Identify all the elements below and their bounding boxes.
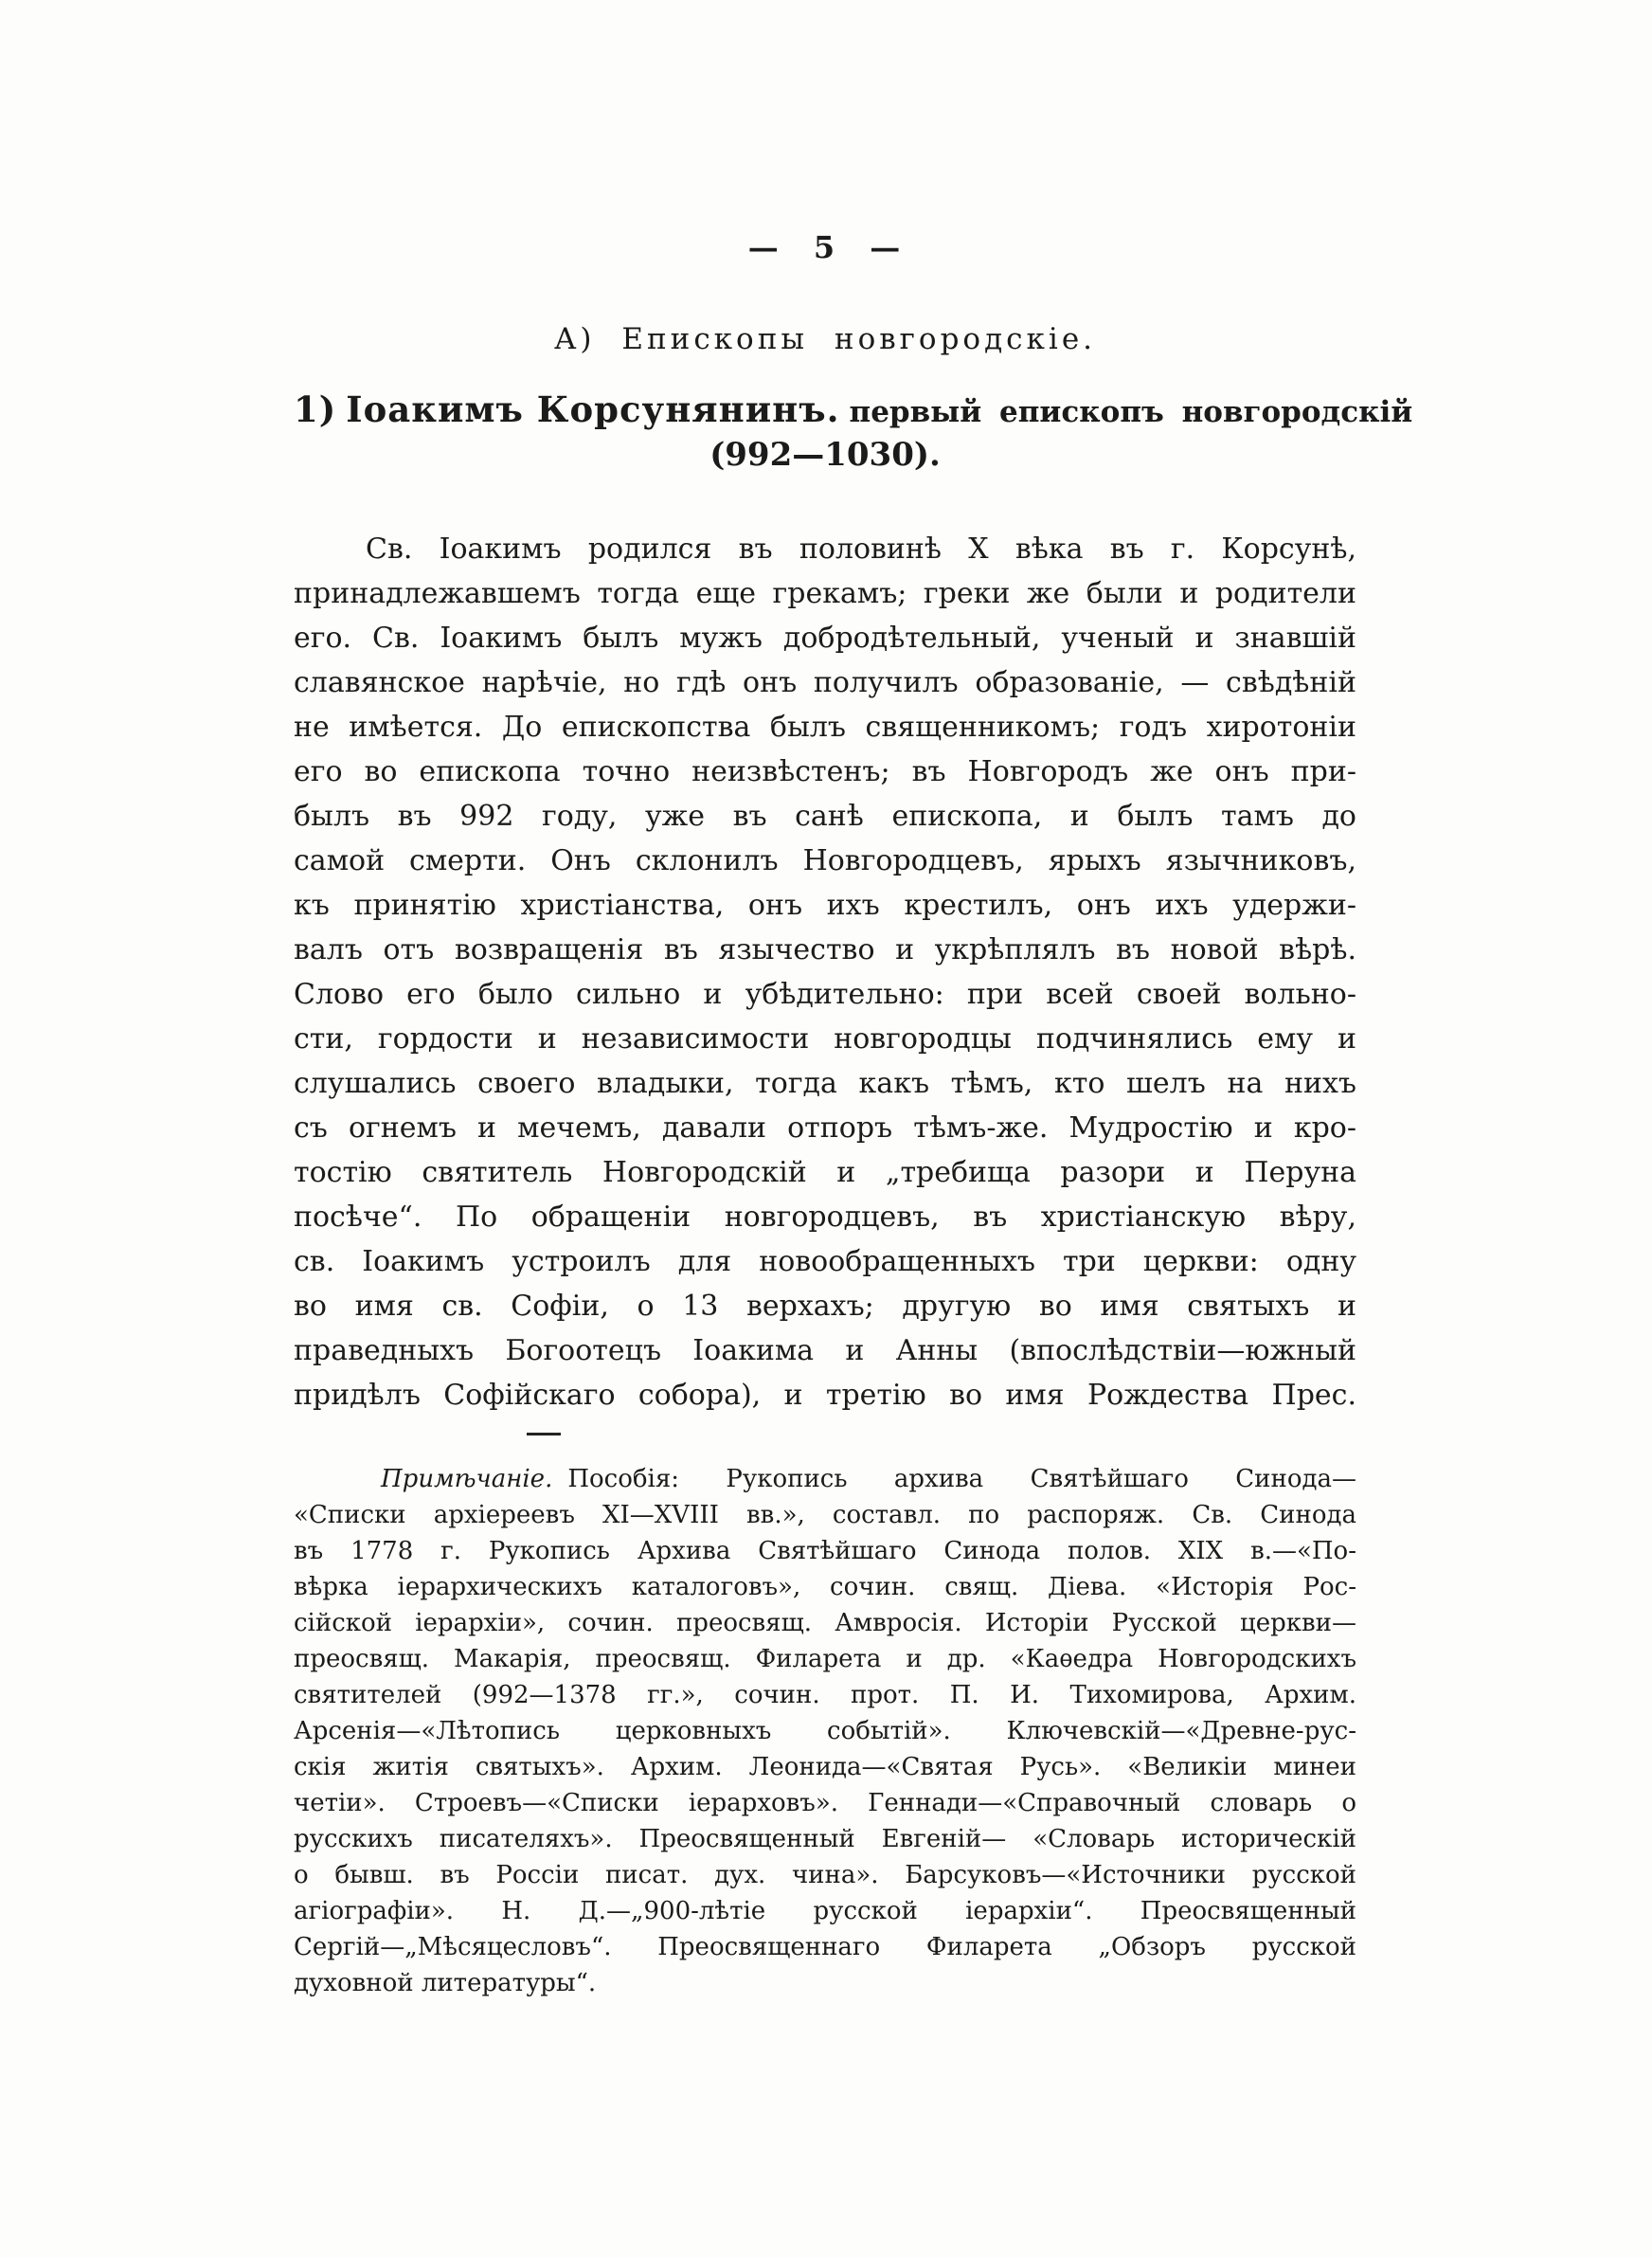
body-line: Слово его было сильно и убѣдительно: при всей своей вольно- bbox=[294, 978, 1356, 1011]
body-line: придѣлъ Софійскаго собора), и третію во имя Рождества Прес. bbox=[294, 1379, 1356, 1412]
body-line: во имя св. Софіи, о 13 верхахъ; другую во имя святыхъ и bbox=[294, 1290, 1356, 1323]
page-number: — 5 — bbox=[747, 229, 903, 265]
body-line: Св. Іоакимъ родился въ половинѣ X вѣка въ г. Корсунѣ, bbox=[366, 533, 1356, 566]
footnote-lines bbox=[294, 1497, 1356, 2001]
footnote bbox=[294, 1461, 1356, 2001]
body-line: принадлежавшемъ тогда еще грекамъ; греки же были и родители bbox=[294, 577, 1356, 610]
entry-number: 1) bbox=[294, 388, 337, 430]
footnote-label: Примѣчаніе. bbox=[381, 1465, 553, 1493]
body-line: съ огнемъ и мечемъ, давали отпоръ тѣмъ-же. Мудростію и кро- bbox=[294, 1111, 1356, 1145]
footnote-line: агіографіи». Н. Д.—„900-лѣтіе русской іерархіи“. Преосвященный bbox=[294, 1897, 1356, 1925]
body-line: славянское нарѣчіе, но гдѣ онъ получилъ образованіе, — свѣдѣній bbox=[294, 666, 1356, 699]
footnote-line: о бывш. въ Россіи писат. дух. чина». Барсуковъ—«Источники русской bbox=[294, 1861, 1356, 1889]
body-line: валъ отъ возвращенія въ язычество и укрѣплялъ въ новой вѣрѣ. bbox=[294, 933, 1356, 966]
footnote-line: русскихъ писателяхъ». Преосвященный Евгеній— «Словарь историческій bbox=[294, 1825, 1356, 1853]
body-line: тостію святитель Новгородскій и „требища разори и Перуна bbox=[294, 1156, 1356, 1189]
footnote-line: преосвящ. Макарія, преосвящ. Филарета и др. «Каѳедра Новгородскихъ bbox=[294, 1645, 1356, 1673]
footnote-line: вѣрка іерархическихъ каталоговъ», сочин. свящ. Діева. «Исторія Рос- bbox=[294, 1573, 1356, 1601]
body-line: слушались своего владыки, тогда какъ тѣмъ, кто шелъ на нихъ bbox=[294, 1067, 1356, 1100]
section-heading: А) Епископы новгородскіе. bbox=[553, 322, 1097, 356]
entry-title: первый епископъ новгородскій bbox=[849, 395, 1413, 429]
footnote-divider bbox=[527, 1433, 561, 1435]
footnote-line: сійской іерархіи», сочин. преосвящ. Амвросія. Исторіи Русской церкви— bbox=[294, 1609, 1356, 1637]
entry-name: Іоакимъ Корсунянинъ. bbox=[346, 388, 840, 430]
body-line: самой смерти. Онъ склонилъ Новгородцевъ, ярыхъ язычниковъ, bbox=[294, 844, 1356, 877]
body-line: праведныхъ Богоотецъ Іоакима и Анны (впослѣдствіи—южный bbox=[294, 1334, 1356, 1367]
footnote-first-line bbox=[294, 1461, 1356, 1497]
body-line: посѣче“. По обращеніи новгородцевъ, въ христіанскую вѣру, bbox=[294, 1201, 1356, 1234]
footnote-line: скія житія святыхъ». Архим. Леонида—«Святая Русь». «Великіи минеи bbox=[294, 1753, 1356, 1781]
body-line: сти, гордости и независимости новгородцы подчинялись ему и bbox=[294, 1022, 1356, 1056]
footnote-line: духовной литературы“. bbox=[294, 1969, 597, 1997]
footnote-line: четіи». Строевъ—«Списки іерарховъ». Геннади—«Справочный словарь о bbox=[294, 1789, 1356, 1817]
body-line: его. Св. Іоакимъ былъ мужъ добродѣтельный, ученый и знавшій bbox=[294, 622, 1356, 655]
footnote-first-line-text: Пособія: Рукопись архива Святѣйшаго Синода— bbox=[567, 1465, 1356, 1493]
footnote-line: въ 1778 г. Рукопись Архива Святѣйшаго Синода полов. XIX в.—«По- bbox=[294, 1537, 1356, 1565]
entry-years: (992—1030). bbox=[709, 436, 941, 474]
body-line: св. Іоакимъ устроилъ для новообращенныхъ три церкви: одну bbox=[294, 1245, 1356, 1278]
footnote-line: Арсенія—«Лѣтопись церковныхъ событій». Ключевскій—«Древне-рус- bbox=[294, 1717, 1356, 1745]
footnote-line: святителей (992—1378 гг.», сочин. прот. П. И. Тихомирова, Архим. bbox=[294, 1681, 1356, 1709]
footnote-line: Сергій—„Мѣсяцесловъ“. Преосвященнаго Филарета „Обзоръ русской bbox=[294, 1933, 1356, 1961]
entry-heading bbox=[294, 388, 1413, 430]
footnote-line: «Списки архіереевъ XI—XVIII вв.», составл. по распоряж. Св. Синода bbox=[294, 1501, 1356, 1529]
body-line: его во епископа точно неизвѣстенъ; въ Новгородъ же онъ при- bbox=[294, 755, 1356, 788]
body-line: не имѣется. До епископства былъ священникомъ; годъ хиротоніи bbox=[294, 711, 1356, 744]
body-line: къ принятію христіанства, онъ ихъ крестилъ, онъ ихъ удержи- bbox=[294, 889, 1356, 922]
body-paragraph bbox=[294, 527, 1356, 1417]
body-line: былъ въ 992 году, уже въ санѣ епископа, и былъ тамъ до bbox=[294, 800, 1356, 833]
